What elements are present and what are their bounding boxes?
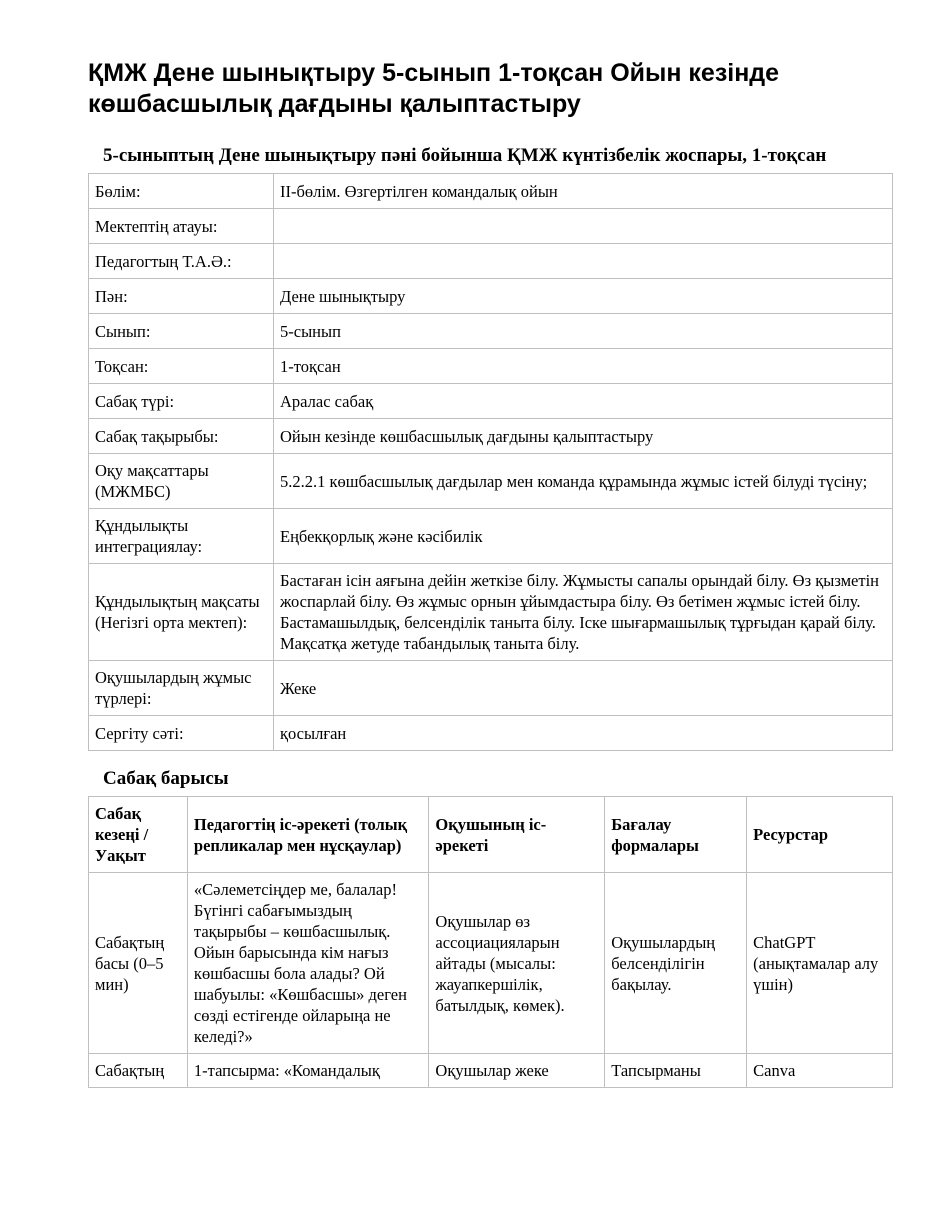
info-label: Педагогтың Т.А.Ә.: [89,244,274,279]
lesson-row [89,1054,893,1088]
info-label: Сабақ түрі: [89,384,274,419]
lesson-header-cell: Педагогтің іс-әрекеті (толық репликалар мен нұсқаулар) [187,797,428,873]
lesson-cell: Сабақтың [89,1054,188,1088]
info-label: Бөлім: [89,174,274,209]
lesson-cell: 1-тапсырма: «Командалық [187,1054,428,1088]
info-value: Дене шынықтыру [274,279,893,314]
lesson-cell: Canva [747,1054,893,1088]
info-row [89,419,893,454]
info-value: Еңбекқорлық және кәсібилік [274,509,893,564]
info-label: Құндылықтың мақсаты (Негізгі орта мектеп): [89,564,274,661]
lesson-header-row [89,797,893,873]
info-label: Сергіту сәті: [89,716,274,751]
lesson-cell: Тапсырманы [605,1054,747,1088]
info-row [89,454,893,509]
info-row [89,314,893,349]
info-value [274,209,893,244]
info-label: Пән: [89,279,274,314]
info-row [89,279,893,314]
info-row [89,384,893,419]
info-row [89,174,893,209]
info-value: Жеке [274,661,893,716]
lesson-header-cell: Оқушының іс-әрекеті [429,797,605,873]
lesson-cell: Сабақтың басы (0–5 мин) [89,873,188,1054]
info-row [89,716,893,751]
info-value: Бастаған ісін аяғына дейін жеткізе білу. Жұмысты сапалы орындай білу. Өз қызметін жоспарлай білу. Өз жұмыс орнын ұйымдастыра білу. Өз бетімен жұмыс істей білу. Бастамашылдық, белсенділік таныта білу. Іске шығармашылық тұрғыдан қарай білу. Мақсатқа жетуде табандылық таныта білу. [274,564,893,661]
info-label: Мектептің атауы: [89,209,274,244]
info-value: Аралас сабақ [274,384,893,419]
info-value: 5.2.2.1 көшбасшылық дағдылар мен команда құрамында жұмыс істей білуді түсіну; [274,454,893,509]
info-row [89,564,893,661]
info-value: ІІ-бөлім. Өзгертілген командалық ойын [274,174,893,209]
info-row [89,209,893,244]
info-value: Ойын кезінде көшбасшылық дағдыны қалыптастыру [274,419,893,454]
info-label: Құндылықты интеграциялау: [89,509,274,564]
info-row [89,509,893,564]
lesson-cell: «Сәлеметсіңдер ме, балалар! Бүгінгі сабағымыздың тақырыбы – көшбасшылық. Ойын барысында кім нағыз көшбасшы бола алады? Ой шабуылы: «Көшбасшы» деген сөзді естігенде ойларыңа не келеді?» [187,873,428,1054]
info-label: Тоқсан: [89,349,274,384]
document-page [88,58,893,1088]
lesson-header-cell: Сабақ кезеңі / Уақыт [89,797,188,873]
info-label: Оқушылардың жұмыс түрлері: [89,661,274,716]
info-value [274,244,893,279]
document-title: ҚМЖ Дене шынықтыру 5-сынып 1-тоқсан Ойын кезінде көшбасшылық дағдыны қалыптастыру [88,59,780,118]
lesson-cell: ChatGPT (анықтамалар алу үшін) [747,873,893,1054]
lesson-flow-table [88,796,893,1088]
lesson-header-cell: Бағалау формалары [605,797,747,873]
lesson-cell: Оқушылар өз ассоциацияларын айтады (мысалы: жауапкершілік, батылдық, көмек). [429,873,605,1054]
lesson-cell: Оқушылар жеке [429,1054,605,1088]
info-label: Сынып: [89,314,274,349]
info-row [89,349,893,384]
info-value: қосылған [274,716,893,751]
info-value: 1-тоқсан [274,349,893,384]
info-value: 5-сынып [274,314,893,349]
info-row [89,661,893,716]
lesson-row [89,873,893,1054]
plan-subtitle: 5-сыныптың Дене шынықтыру пәні бойынша ҚМЖ күнтізбелік жоспары, 1-тоқсан [103,145,827,166]
info-row [89,244,893,279]
info-label: Сабақ тақырыбы: [89,419,274,454]
lesson-info-table [88,173,893,751]
lesson-cell: Оқушылардың белсенділігін бақылау. [605,873,747,1054]
lesson-header-cell: Ресурстар [747,797,893,873]
section-title: Сабақ барысы [103,768,229,789]
info-label: Оқу мақсаттары (МЖМБС) [89,454,274,509]
